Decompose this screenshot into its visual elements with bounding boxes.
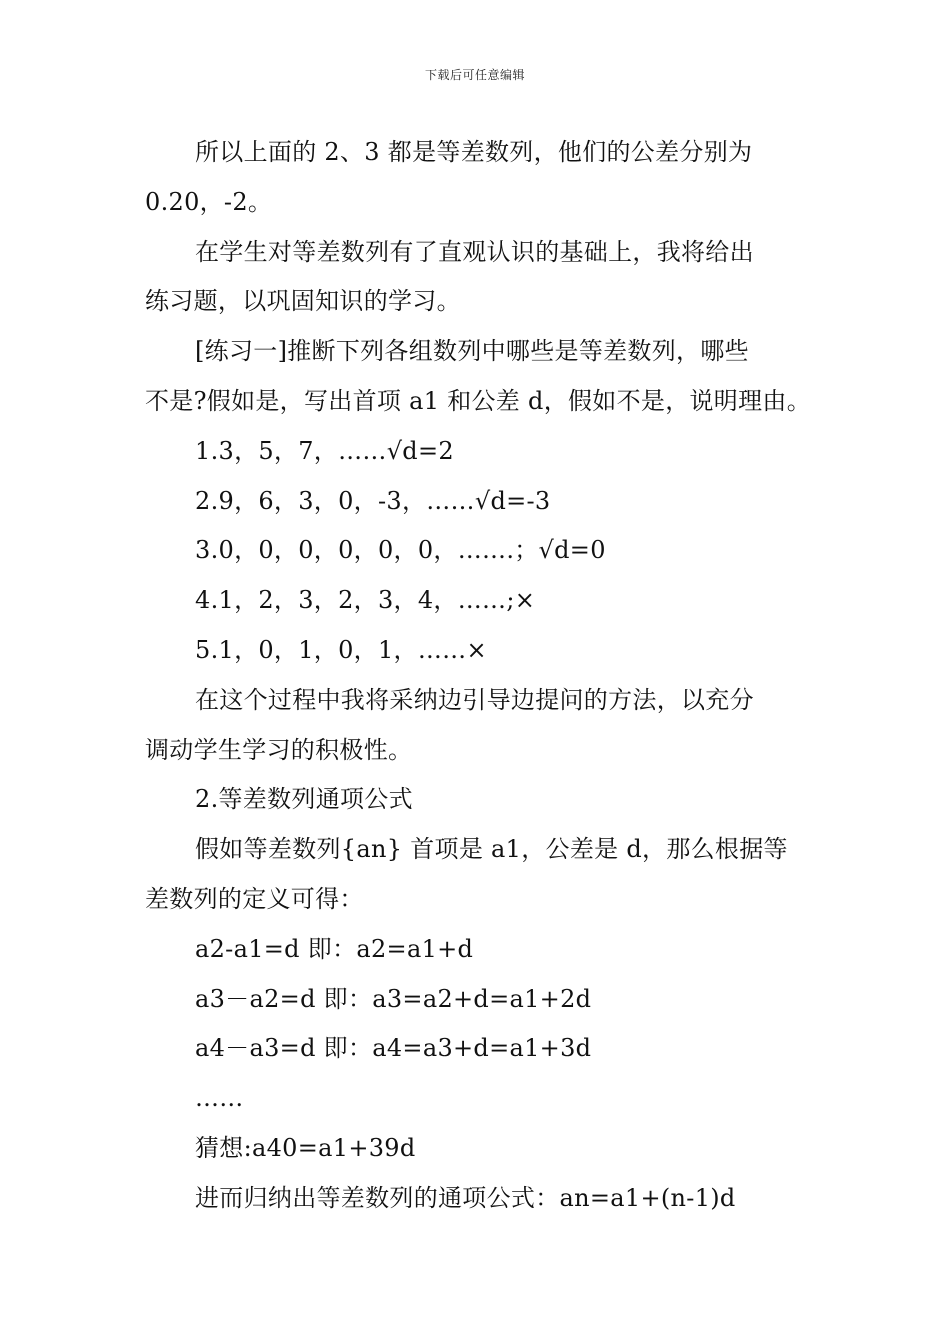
exercise-item: 2.9，6，3，0，-3，……√d=-3 <box>195 486 551 515</box>
paragraph-line: 调动学生学习的积极性。 <box>145 735 413 764</box>
paragraph-line: 假如等差数列{an} 首项是 a1，公差是 d，那么根据等 <box>195 835 788 864</box>
page-header: 下载后可任意编辑 <box>424 68 525 82</box>
exercise-heading-line: [练习一]推断下列各组数列中哪些是等差数列，哪些 <box>195 337 749 366</box>
paragraph-line: 练习题，以巩固知识的学习。 <box>145 287 461 316</box>
paragraph-line: 在学生对等差数列有了直观认识的基础上，我将给出 <box>195 237 754 266</box>
formula-line: 猜想:a40=a1+39d <box>195 1133 416 1162</box>
formula-line: a2-a1=d 即：a2=a1+d <box>195 934 474 963</box>
exercise-item: 4.1，2，3，2，3，4，……;× <box>195 586 536 615</box>
exercise-heading-line: 不是?假如是，写出首项 a1 和公差 d，假如不是，说明理由。 <box>145 386 811 415</box>
exercise-item: 5.1，0，1，0，1，……× <box>195 635 487 664</box>
exercise-item: 3.0，0，0，0，0，0，…….；√d=0 <box>195 536 606 565</box>
formula-line: a4－a3=d 即：a4=a3+d=a1+3d <box>195 1034 592 1063</box>
paragraph-line: 所以上面的 2、3 都是等差数列，他们的公差分别为 <box>195 138 753 166</box>
document-body <box>145 128 810 1224</box>
ellipsis-line: …… <box>195 1084 244 1113</box>
paragraph-line: 在这个过程中我将采纳边引导边提问的方法，以充分 <box>195 685 754 714</box>
exercise-item: 1.3，5，7，……√d=2 <box>195 436 454 465</box>
formula-line: 进而归纳出等差数列的通项公式：an=a1+(n-1)d <box>195 1183 736 1212</box>
paragraph-line: 0.20，-2。 <box>145 187 273 216</box>
formula-line: a3－a2=d 即：a3=a2+d=a1+2d <box>195 984 592 1013</box>
section-heading: 2.等差数列通项公式 <box>195 785 413 814</box>
paragraph-line: 差数列的定义可得： <box>145 884 364 913</box>
